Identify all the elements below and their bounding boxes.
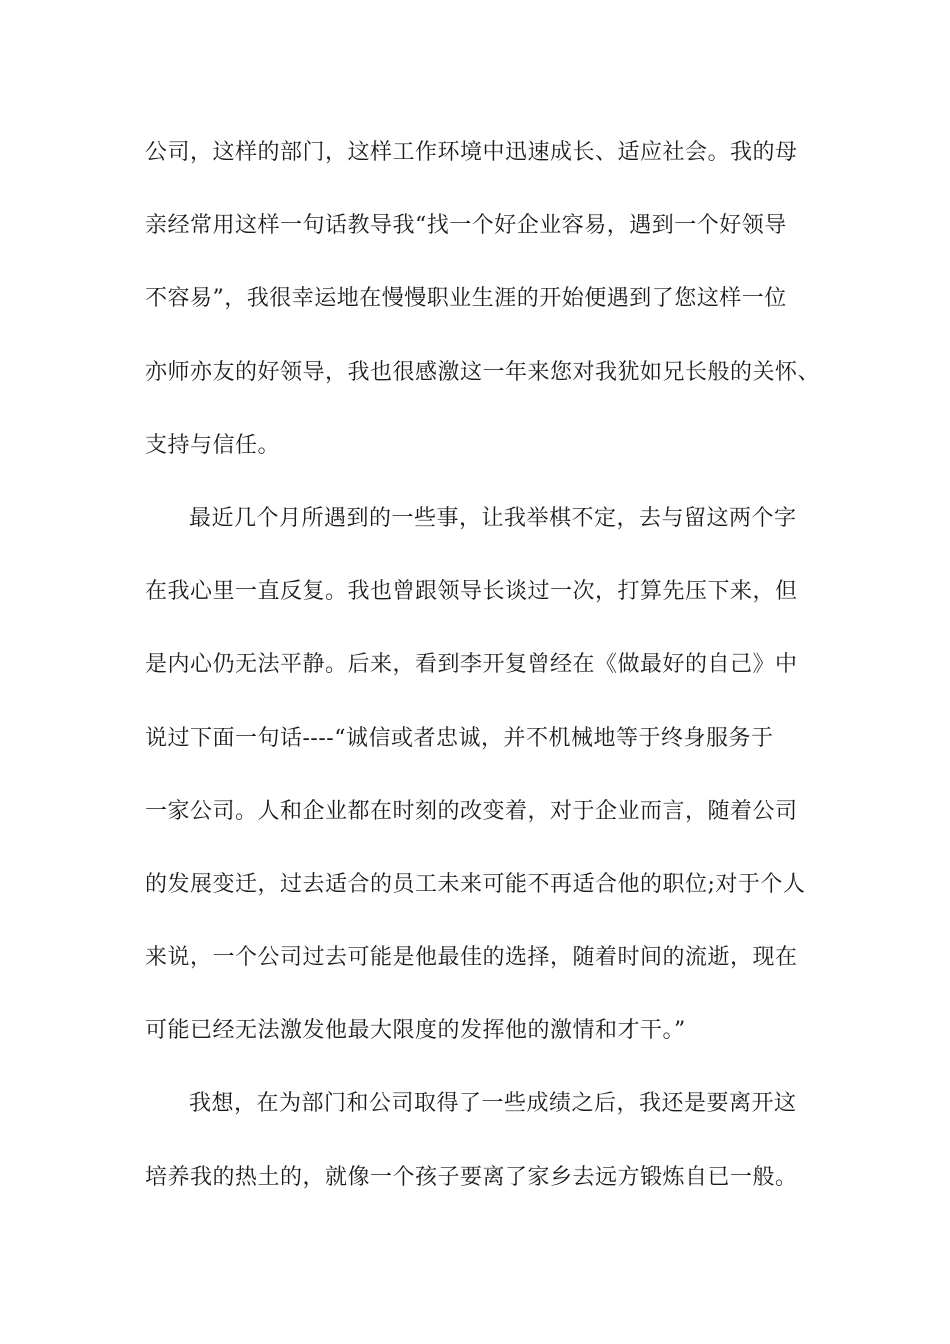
paragraph-first-line: 我想，在为部门和公司取得了一些成绩之后，我还是要离开这 (189, 1091, 797, 1117)
text-line: 在我心里一直反复。我也曾跟领导长谈过一次，打算先压下来，但 (145, 579, 798, 605)
body-text (145, 133, 825, 1231)
text-line: 公司，这样的部门，这样工作环境中迅速成长、适应社会。我的母 (145, 140, 798, 165)
text-line: 来说，一个公司过去可能是他最佳的选择，随着时间的流逝，现在 (145, 945, 798, 971)
text-line: 可能已经无法激发他最大限度的发挥他的激情和才干。” (145, 1018, 686, 1044)
text-line: 说过下面一句话----“诚信或者忠诚，并不机械地等于终身服务于 (145, 725, 774, 751)
text-line: 不容易”，我很幸运地在慢慢职业生涯的开始便遇到了您这样一位 (145, 286, 787, 312)
text-line: 亲经常用这样一句话教导我“找一个好企业容易，遇到一个好领导 (145, 213, 787, 239)
text-line: 的发展变迁，过去适合的员工未来可能不再适合他的职位;对于个人 (145, 871, 806, 897)
text-line: 一家公司。人和企业都在时刻的改变着，对于企业而言，随着公司 (145, 798, 798, 824)
text-line: 支持与信任。 (145, 432, 281, 458)
text-line: 培养我的热土的，就像一个孩子要离了家乡去远方锻炼自已一般。 (145, 1164, 798, 1190)
paragraph-first-line: 最近几个月所遇到的一些事，让我举棋不定，去与留这两个字 (189, 505, 797, 531)
text-line: 亦师亦友的好领导，我也很感激这一年来您对我犹如兄长般的关怀、 (145, 359, 821, 385)
text-line: 是内心仍无法平静。后来，看到李开复曾经在《做最好的自己》中 (145, 652, 798, 678)
